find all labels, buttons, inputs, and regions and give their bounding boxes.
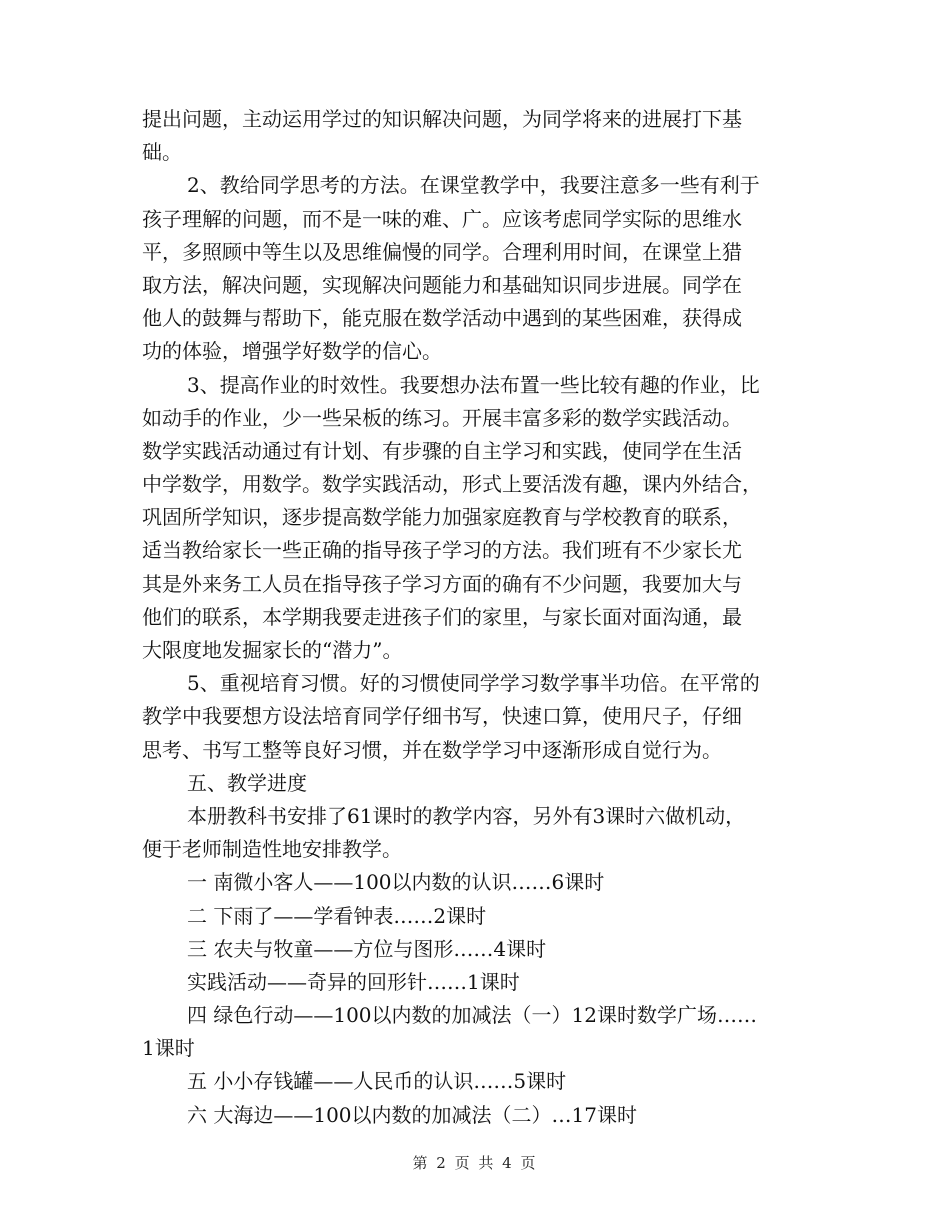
text-line: 六 大海边——100以内数的加减法（二）…17课时 xyxy=(187,1102,637,1127)
text-line: 他人的鼓舞与帮助下，能克服在数学活动中遇到的某些困难，获得成 xyxy=(142,306,742,331)
text-line: 二 下雨了——学看钟表……2课时 xyxy=(187,903,487,928)
text-line: 教学中我要想方设法培育同学仔细书写，快速口算，使用尺子，仔细 xyxy=(142,704,742,729)
document-body xyxy=(142,103,807,1132)
text-line: 提出问题，主动运用学过的知识解决问题，为同学将来的进展打下基 xyxy=(142,107,742,131)
text-line: 其是外来务工人员在指导孩子学习方面的确有不少问题，我要加大与 xyxy=(142,571,742,596)
text-line: 础。 xyxy=(142,140,182,165)
text-line: 五 小小存钱罐——人民币的认识……5课时 xyxy=(187,1069,567,1094)
text-line: 数学实践活动通过有计划、有步骤的自主学习和实践，使同学在生活 xyxy=(142,438,742,463)
text-line: 适当教给家长一些正确的指导孩子学习的方法。我们班有不少家长尤 xyxy=(142,538,742,563)
text-line: 实践活动——奇异的回形针……1课时 xyxy=(187,969,520,994)
text-line: 思考、书写工整等良好习惯，并在数学学习中逐渐形成自觉行为。 xyxy=(142,737,722,762)
text-line: 5、重视培育习惯。好的习惯使同学学习数学事半功倍。在平常的 xyxy=(187,671,760,696)
text-line: 2、教给同学思考的方法。在课堂教学中，我要注意多一些有利于 xyxy=(187,173,760,198)
text-line: 一 南微小客人——100以内数的认识……6课时 xyxy=(187,870,605,895)
text-line: 本册教科书安排了61课时的教学内容，另外有3课时六做机动， xyxy=(187,803,746,828)
text-line: 如动手的作业，少一些呆板的练习。开展丰富多彩的数学实践活动。 xyxy=(142,405,742,430)
text-line: 大限度地发掘家长的“潜力”。 xyxy=(142,638,403,662)
text-line: 中学数学，用数学。数学实践活动，形式上要活泼有趣，课内外结合， xyxy=(142,472,762,497)
text-line: 3、提高作业的时效性。我要想办法布置一些比较有趣的作业，比 xyxy=(187,372,760,397)
text-line: 巩固所学知识，逐步提高数学能力加强家庭教育与学校教育的联系， xyxy=(142,505,742,530)
text-line: 平，多照顾中等生以及思维偏慢的同学。合理利用时间，在课堂上猎 xyxy=(142,239,742,264)
text-line: 1课时 xyxy=(142,1036,195,1061)
text-line: 四 绿色行动——100以内数的加减法（一）12课时数学广场…… xyxy=(187,1003,757,1028)
text-line: 他们的联系，本学期我要走进孩子们的家里，与家长面对面沟通，最 xyxy=(142,604,742,629)
text-line: 取方法，解决问题，实现解决问题能力和基础知识同步进展。同学在 xyxy=(142,272,742,297)
page-footer: 第 2 页 共 4 页 xyxy=(412,1154,538,1172)
text-line: 孩子理解的问题，而不是一味的难、广。应该考虑同学实际的思维水 xyxy=(142,206,742,231)
text-line: 功的体验，增强学好数学的信心。 xyxy=(142,339,442,364)
text-line: 便于老师制造性地安排教学。 xyxy=(142,837,402,862)
text-line: 三 农夫与牧童——方位与图形……4课时 xyxy=(187,936,547,961)
text-line: 五、教学进度 xyxy=(187,770,307,795)
